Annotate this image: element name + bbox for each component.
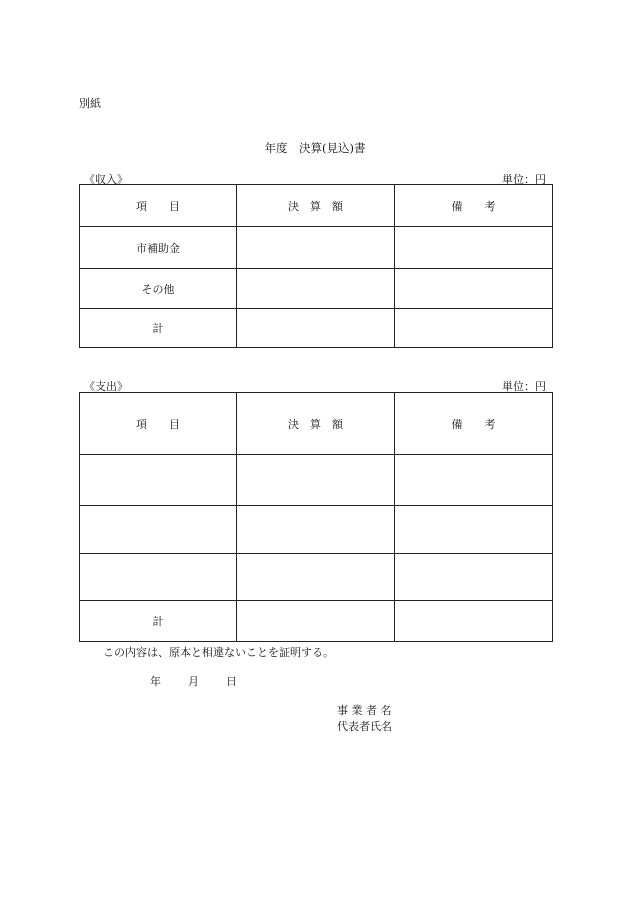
expense-header-remarks: 備 考 [395,393,553,455]
expense-row [80,506,553,554]
expense-amount-cell[interactable] [237,554,395,601]
date-year: 年 [150,675,161,688]
expense-section-label: 《支出》 [84,380,128,393]
expense-remarks-cell[interactable] [395,506,553,554]
date-day: 日 [226,675,237,688]
income-unit-label: 単位：円 [502,173,546,186]
expense-item-cell[interactable] [80,455,237,506]
expense-header-amount: 決 算 額 [237,393,395,455]
date-month: 月 [188,675,199,688]
expense-row [80,455,553,506]
income-total-label: 計 [80,309,237,348]
expense-item-cell[interactable] [80,554,237,601]
expense-total-remarks-cell[interactable] [395,601,553,642]
expense-amount-cell[interactable] [237,506,395,554]
expense-total-amount-cell[interactable] [237,601,395,642]
expense-amount-cell[interactable] [237,455,395,506]
expense-row [80,554,553,601]
income-total-amount-cell[interactable] [237,309,395,348]
expense-header-row [80,393,553,455]
income-amount-cell[interactable] [237,269,395,309]
expense-total-label: 計 [80,601,237,642]
income-header-remarks: 備 考 [395,185,553,227]
income-row [80,269,553,309]
expense-header-item: 項 目 [80,393,237,455]
expense-item-cell[interactable] [80,506,237,554]
income-header-item: 項 目 [80,185,237,227]
income-row [80,227,553,269]
expense-unit-label: 単位：円 [502,380,546,393]
attachment-label: 別紙 [79,97,101,110]
business-name-label: 事 業 者 名 [337,704,392,717]
document-title: 年度 決算(見込)書 [264,141,366,155]
income-remarks-cell[interactable] [395,269,553,309]
expense-remarks-cell[interactable] [395,455,553,506]
income-section-label: 《収入》 [84,173,128,186]
income-item-cell: その他 [80,269,237,309]
expense-table [79,392,553,642]
certification-statement: この内容は、原本と相違ないことを証明する。 [103,646,334,659]
signature-block [337,703,392,735]
income-header-amount: 決 算 額 [237,185,395,227]
income-item-cell: 市補助金 [80,227,237,269]
income-total-row [80,309,553,348]
income-table [79,184,553,348]
expense-remarks-cell[interactable] [395,554,553,601]
income-amount-cell[interactable] [237,227,395,269]
representative-name-label: 代表者氏名 [337,720,392,733]
income-remarks-cell[interactable] [395,227,553,269]
income-total-remarks-cell[interactable] [395,309,553,348]
income-header-row [80,185,553,227]
date-line [150,673,237,689]
expense-total-row [80,601,553,642]
